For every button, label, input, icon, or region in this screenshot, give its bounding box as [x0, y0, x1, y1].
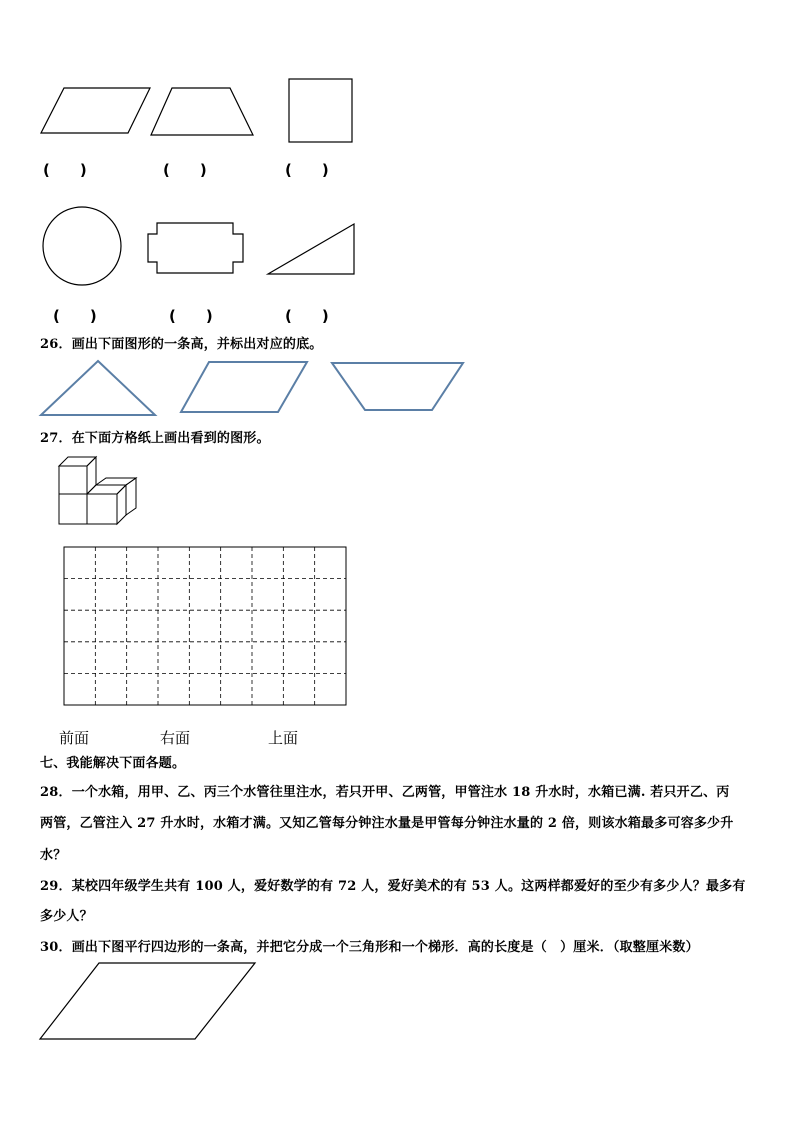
circle-shape — [43, 207, 121, 285]
question-27-text: 27．在下面方格纸上画出看到的图形。 — [40, 431, 270, 446]
answer-blank[interactable]: ( ) — [163, 161, 207, 179]
answer-blank[interactable]: ( ) — [285, 161, 329, 179]
view-label-front: 前面 — [59, 729, 90, 747]
q26-trapezoid-shape — [332, 363, 463, 410]
trapezoid-shape — [151, 88, 253, 135]
answer-blank[interactable]: ( ) — [169, 307, 213, 325]
question-26-text: 26．画出下面图形的一条高，并标出对应的底。 — [40, 337, 323, 352]
square-shape — [289, 79, 352, 142]
cube-stack-figure — [59, 457, 136, 524]
grid-border — [64, 547, 346, 705]
answer-blank[interactable]: ( ) — [53, 307, 97, 325]
question-28-line-3: 水？ — [40, 848, 67, 863]
question-30-text: 30．画出下图平行四边形的一条高，并把它分成一个三角形和一个梯形．高的长度是（ ）厘米．（取整厘米数） — [40, 940, 699, 955]
q26-triangle-shape — [41, 361, 155, 415]
question-29-line-2: 多少人？ — [40, 909, 93, 924]
section-7-title: 七、我能解决下面各题。 — [40, 756, 186, 771]
notched-rectangle-shape — [148, 223, 243, 273]
view-label-top: 上面 — [268, 729, 299, 747]
answer-blank[interactable]: ( ) — [43, 161, 87, 179]
q30-parallelogram-shape — [40, 963, 255, 1039]
question-29-line-1: 29．某校四年级学生共有 100 人，爱好数学的有 72 人，爱好美术的有 53 人。这两样都爱好的至少有多少人？最多有 — [40, 879, 746, 894]
question-28-line-2: 两管，乙管注入 27 升水时，水箱才满。又知乙管每分钟注水量是甲管每分钟注水量的 2 倍，则该水箱最多可容多少升 — [40, 816, 734, 831]
question-28-line-1: 28．一个水箱，用甲、乙、丙三个水管往里注水，若只开甲、乙两管，甲管注水 18 升水时，水箱已满. 若只开乙、丙 — [40, 785, 730, 800]
view-label-right: 右面 — [160, 729, 191, 747]
q26-parallelogram-shape — [181, 362, 307, 412]
right-triangle-shape — [268, 224, 354, 274]
answer-blank[interactable]: ( ) — [285, 307, 329, 325]
grid-paper — [64, 547, 346, 705]
